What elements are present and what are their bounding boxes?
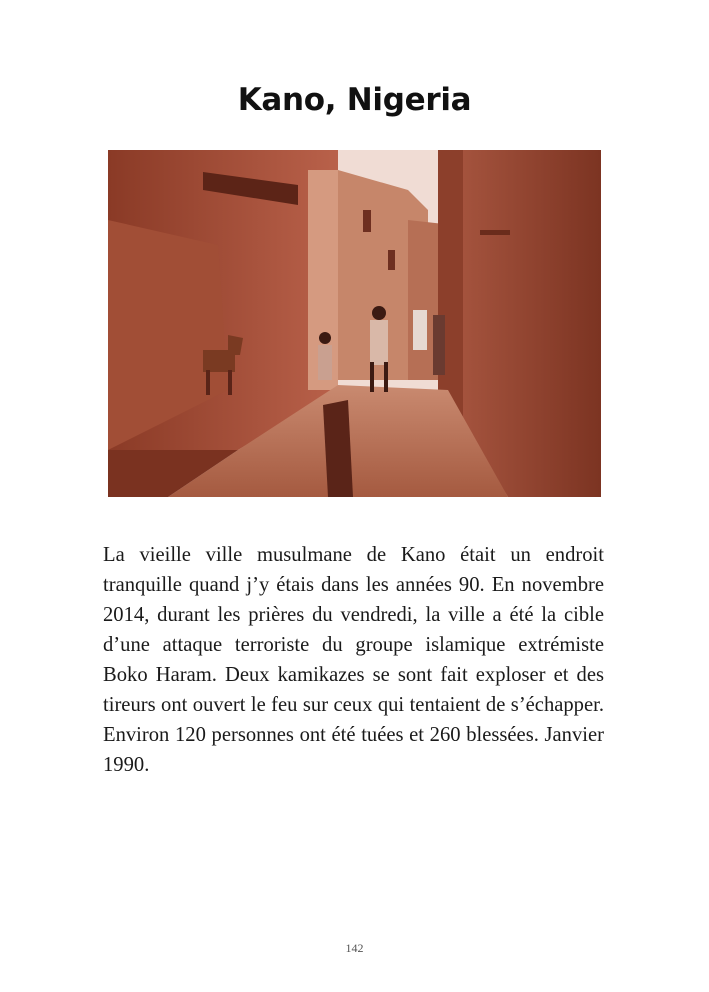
street-photo [108, 150, 601, 497]
page-title: Kano, Nigeria [237, 82, 472, 118]
page-number: 142 [345, 941, 364, 955]
description-paragraph: La vieille ville musulmane de Kano était un endroit tranquille quand j’y étais dans les années 90. En novembre 2014, durant les prières du vendredi, la ville a été la cible d’une attaque terroriste du groupe islamique extrémiste Boko Haram. Deux kamikazes se sont fait exploser et des tireurs ont ouvert le feu sur ceux qui tentaient de s’échapper. Environ 120 personnes ont été tuées et 260 blessées. Janvier 1990. [103, 544, 604, 776]
